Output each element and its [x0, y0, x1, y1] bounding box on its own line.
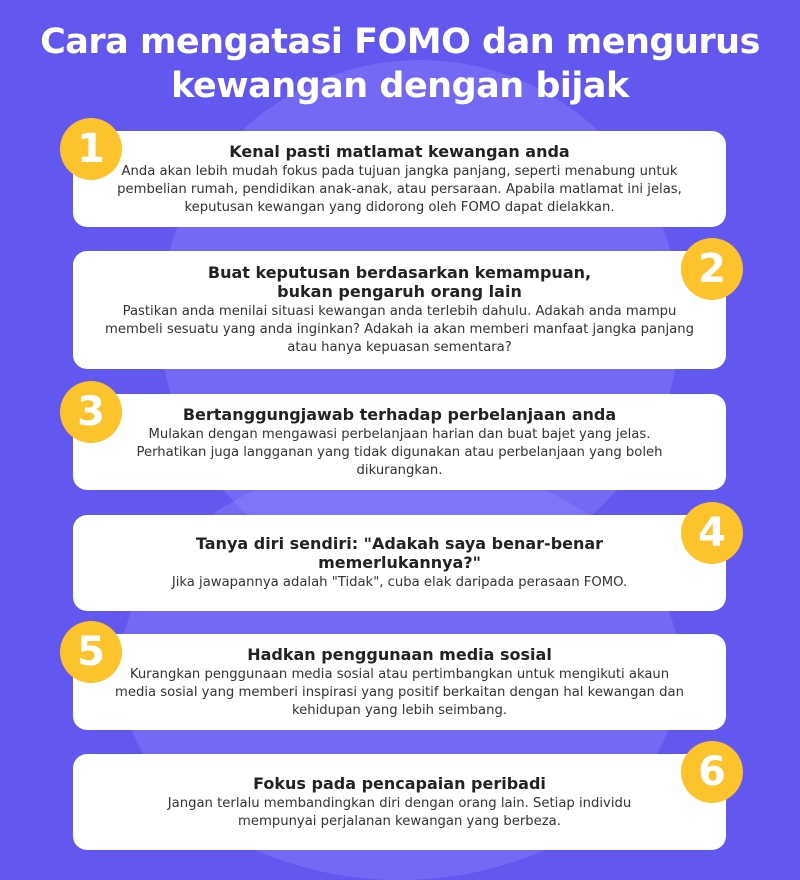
step-number-badge-2: 2 [681, 238, 743, 300]
step-number-badge-5: 5 [60, 621, 122, 683]
tip-heading: Kenal pasti matlamat kewangan anda [229, 141, 570, 161]
step-number-badge-3: 3 [60, 381, 122, 443]
tip-card-5 [73, 634, 726, 730]
tip-card-6 [73, 754, 726, 850]
tip-heading: Fokus pada pencapaian peribadi [253, 773, 546, 793]
step-number-badge-1: 1 [60, 118, 122, 180]
tip-body: Anda akan lebih mudah fokus pada tujuan jangka panjang, seperti menabung untuk pembelian rumah, pendidikan anak-anak, atau persaraan. Apabila matlamat ini jelas, keputusan kewangan yang didorong oleh FOMO dapat dielakkan. [117, 163, 682, 215]
tip-body: Kurangkan penggunaan media sosial atau pertimbangkan untuk mengikuti akaun media sosial yang memberi inspirasi yang positif berkaitan dengan hal kewangan dan kehidupan yang lebih seimbang. [115, 666, 684, 718]
page-title [0, 20, 800, 108]
step-number-badge-6: 6 [681, 741, 743, 803]
tip-heading: Buat keputusan berdasarkan kemampuan, bukan pengaruh orang lain [207, 263, 592, 301]
step-number-badge-4: 4 [681, 502, 743, 564]
tip-heading: Tanya diri sendiri: "Adakah saya benar-benar memerlukannya?" [195, 534, 604, 572]
tip-card-4 [73, 515, 726, 611]
tip-heading: Bertanggungjawab terhadap perbelanjaan anda [182, 404, 617, 424]
tip-card-2 [73, 251, 726, 369]
page-title-line-1: Cara mengatasi FOMO dan mengurus [40, 22, 760, 62]
tip-card-1 [73, 131, 726, 227]
page-title-line-2: kewangan dengan bijak [171, 66, 629, 106]
tip-body: Jangan terlalu membandingkan diri dengan orang lain. Setiap individu mempunyai perjalanan kewangan yang berbeza. [167, 795, 632, 829]
tip-body: Jika jawapannya adalah "Tidak", cuba elak daripada perasaan FOMO. [171, 575, 628, 590]
tip-heading: Hadkan penggunaan media sosial [247, 644, 552, 664]
tip-body: Pastikan anda menilai situasi kewangan anda terlebih dahulu. Adakah anda mampu membeli sesuatu yang anda inginkan? Adakah ia akan memberi manfaat jangka panjang atau hanya kepuasan sementara? [105, 304, 694, 355]
tip-body: Mulakan dengan mengawasi perbelanjaan harian dan buat bajet yang jelas. Perhatikan juga langganan yang tidak digunakan atau perbelanjaan yang boleh dikurangkan. [136, 426, 663, 478]
tip-card-3 [73, 394, 726, 490]
